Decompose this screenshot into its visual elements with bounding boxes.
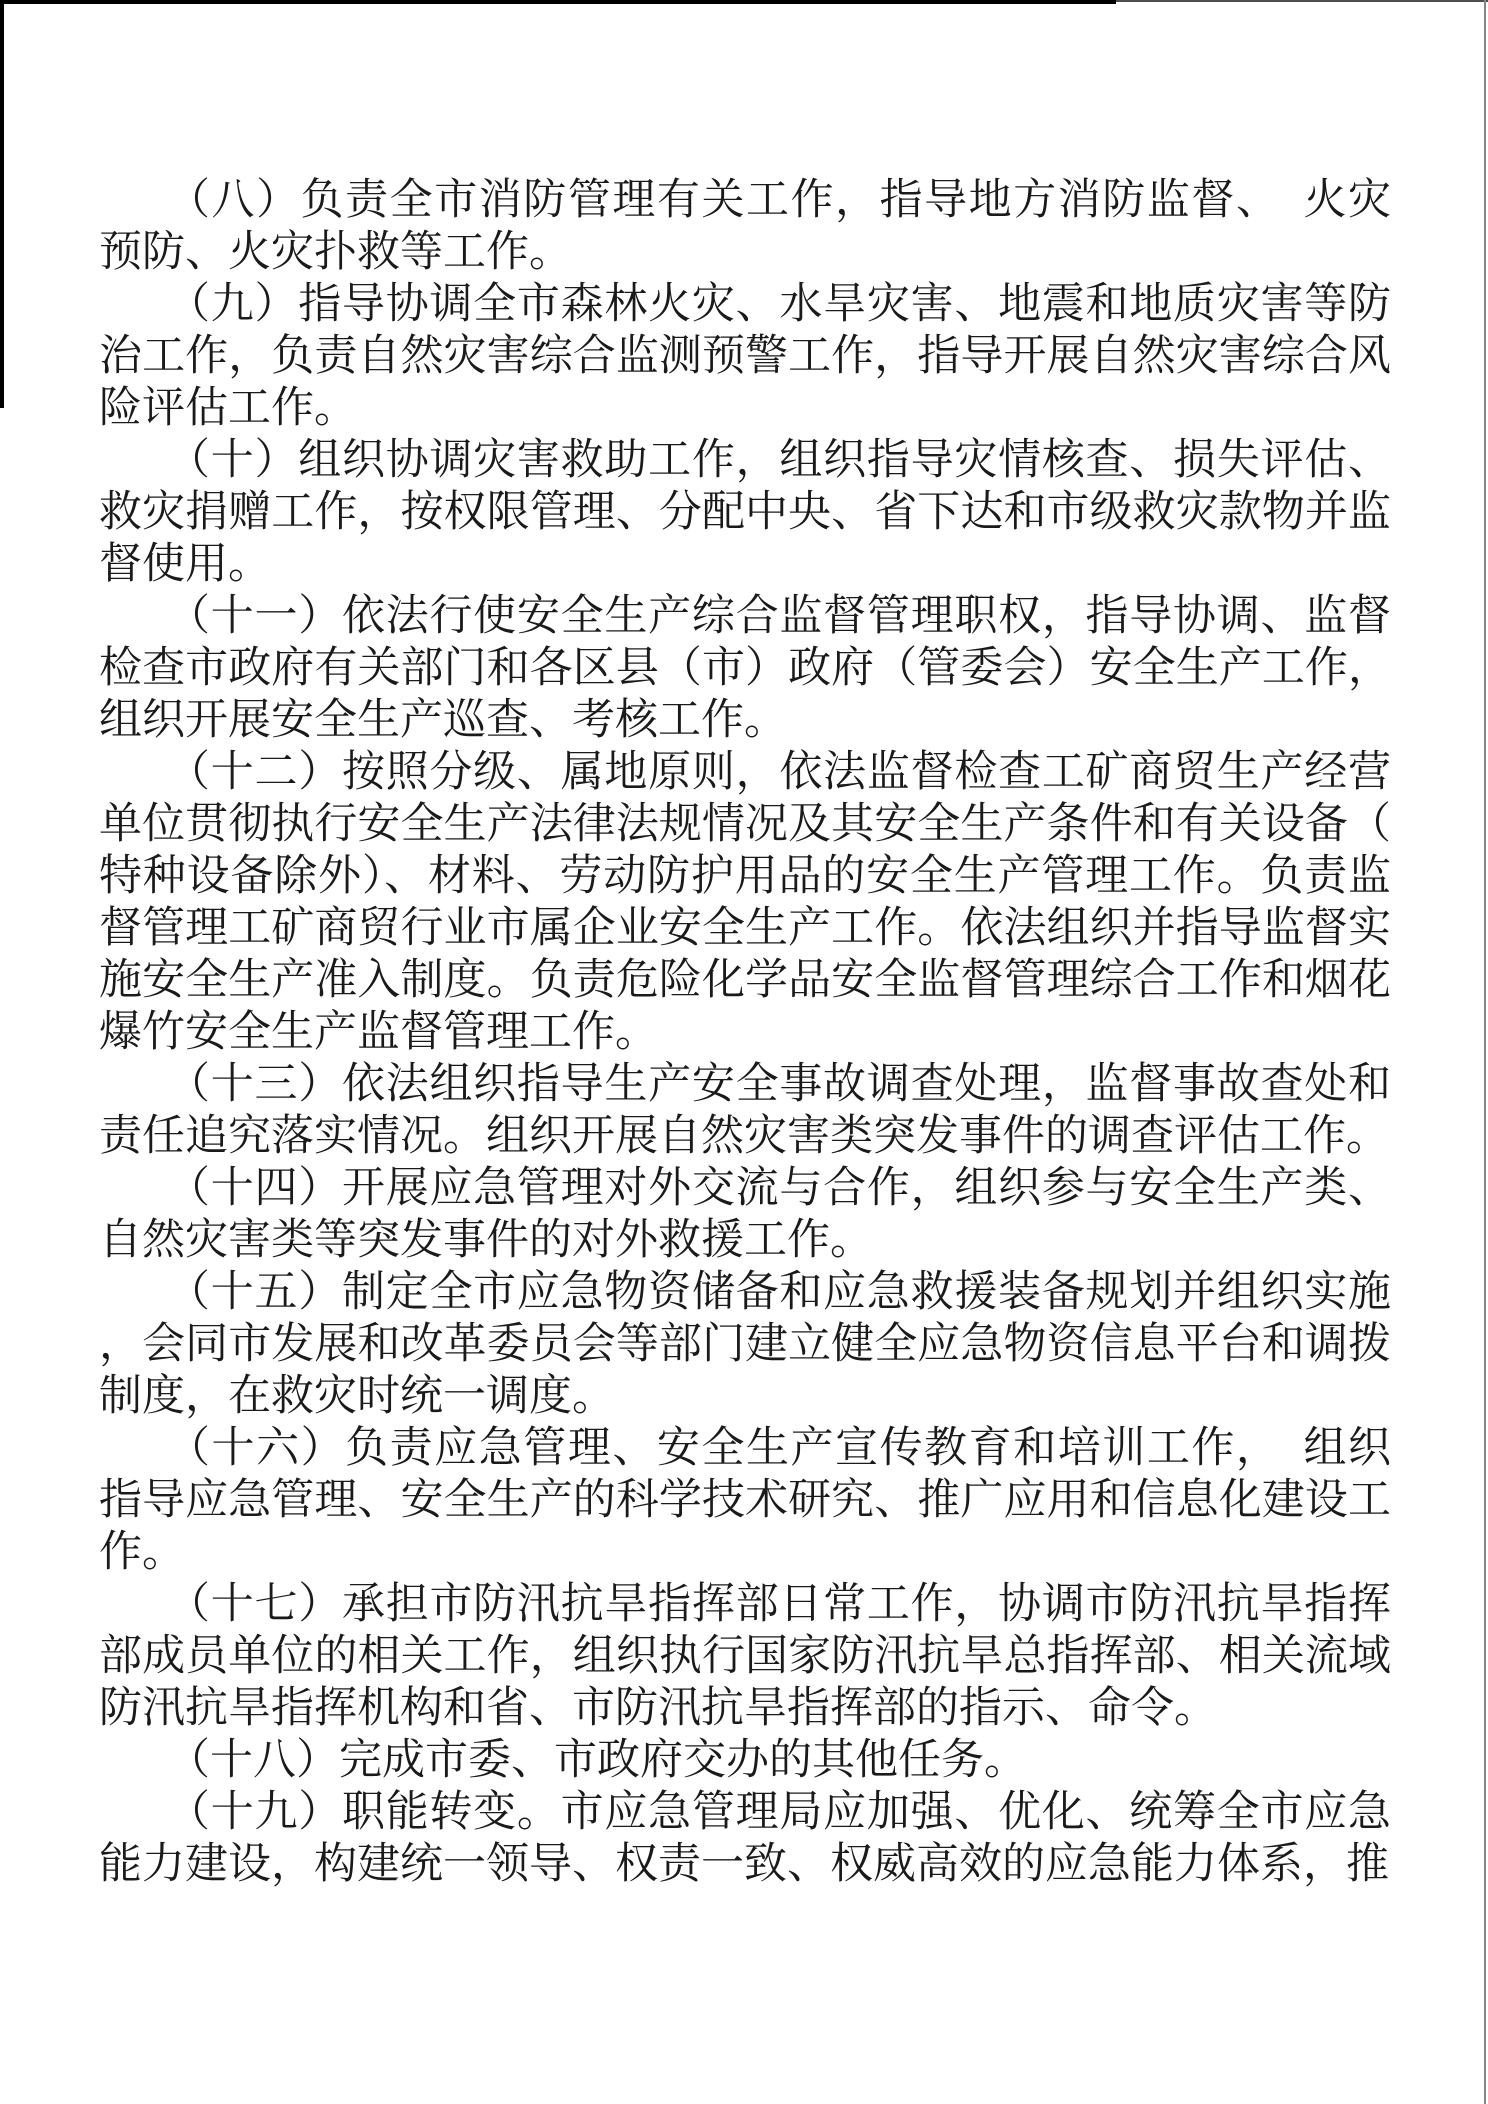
text-line: （十）组织协调灾害救助工作，组织指导灾情核查、损失评估、 — [167, 437, 1391, 484]
text-line: 自然灾害类等突发事件的对外救援工作。 — [99, 1217, 873, 1264]
scan-edge-top-right — [1116, 0, 1488, 2]
text-line: （十二）按照分级、属地原则，依法监督检查工矿商贸生产经营 — [167, 749, 1391, 796]
text-line: 组织开展安全生产巡查、考核工作。 — [99, 697, 787, 744]
text-line: 督使用。 — [99, 541, 271, 588]
text-line: 爆竹安全生产监督管理工作。 — [99, 1009, 658, 1056]
text-line: 作。 — [99, 1529, 185, 1576]
text-line: 检查市政府有关部门和各区县（市）政府（管委会）安全生产工作， — [99, 645, 1391, 692]
text-line: 防汛抗旱指挥机构和省、市防汛抗旱指挥部的指示、命令。 — [99, 1685, 1217, 1732]
paragraph-item-17 — [99, 1579, 1391, 1735]
scan-edge-top-left — [0, 0, 1116, 4]
scan-edge-right — [1484, 0, 1486, 2104]
text-line: 能力建设，构建统一领导、权责一致、权威高效的应急能力体系，推 — [99, 1841, 1389, 1888]
text-line: 施安全生产准入制度。负责危险化学品安全监督管理综合工作和烟花 — [99, 957, 1391, 1004]
paragraph-item-9 — [99, 279, 1391, 435]
paragraph-item-13 — [99, 1059, 1391, 1163]
text-line: 督管理工矿商贸行业市属企业安全生产工作。依法组织并指导监督实 — [99, 905, 1391, 952]
paragraph-item-18 — [99, 1735, 1391, 1787]
text-line: 险评估工作。 — [99, 385, 357, 432]
text-line: ，会同市发展和改革委员会等部门建立健全应急物资信息平台和调拨 — [99, 1321, 1391, 1368]
text-line: 指导应急管理、安全生产的科学技术研究、推广应用和信息化建设工 — [99, 1477, 1391, 1524]
text-line: （十六）负责应急管理、安全生产宣传教育和培训工作， 组织 — [167, 1425, 1391, 1472]
paragraph-item-10 — [99, 435, 1391, 591]
scan-edge-left — [0, 0, 4, 408]
text-line: 部成员单位的相关工作，组织执行国家防汛抗旱总指挥部、相关流域 — [99, 1633, 1391, 1680]
text-line: （十九）职能转变。市应急管理局应加强、优化、统筹全市应急 — [167, 1789, 1391, 1836]
paragraph-item-14 — [99, 1163, 1391, 1267]
text-line: （十八）完成市委、市政府交办的其他任务。 — [167, 1737, 1027, 1784]
text-line: （九）指导协调全市森林火灾、水旱灾害、地震和地质灾害等防 — [167, 281, 1391, 328]
text-line: （十四）开展应急管理对外交流与合作，组织参与安全生产类、 — [167, 1165, 1391, 1212]
text-line: 治工作，负责自然灾害综合监测预警工作，指导开展自然灾害综合风 — [99, 333, 1391, 380]
document-text-block — [99, 175, 1391, 1891]
text-line: （十七）承担市防汛抗旱指挥部日常工作，协调市防汛抗旱指挥 — [167, 1581, 1391, 1628]
paragraph-item-15 — [99, 1267, 1391, 1423]
text-line: （十一）依法行使安全生产综合监督管理职权，指导协调、监督 — [167, 593, 1391, 640]
text-line: （十三）依法组织指导生产安全事故调查处理，监督事故查处和 — [167, 1061, 1391, 1108]
text-line: 单位贯彻执行安全生产法律法规情况及其安全生产条件和有关设备（ — [99, 801, 1391, 848]
text-line: 责任追究落实情况。组织开展自然灾害类突发事件的调查评估工作。 — [99, 1113, 1389, 1160]
paragraph-item-11 — [99, 591, 1391, 747]
paragraph-item-8 — [99, 175, 1391, 279]
paragraph-item-12 — [99, 747, 1391, 1059]
paragraph-item-19 — [99, 1787, 1391, 1891]
text-line: （八）负责全市消防管理有关工作，指导地方消防监督、 火灾 — [167, 177, 1391, 224]
text-line: 预防、火灾扑救等工作。 — [99, 229, 572, 276]
text-line: 特种设备除外）、材料、劳动防护用品的安全生产管理工作。负责监 — [99, 853, 1391, 900]
text-line: 制度，在救灾时统一调度。 — [99, 1373, 615, 1420]
text-line: 救灾捐赠工作，按权限管理、分配中央、省下达和市级救灾款物并监 — [99, 489, 1391, 536]
text-line: （十五）制定全市应急物资储备和应急救援装备规划并组织实施 — [167, 1269, 1391, 1316]
paragraph-item-16 — [99, 1423, 1391, 1579]
